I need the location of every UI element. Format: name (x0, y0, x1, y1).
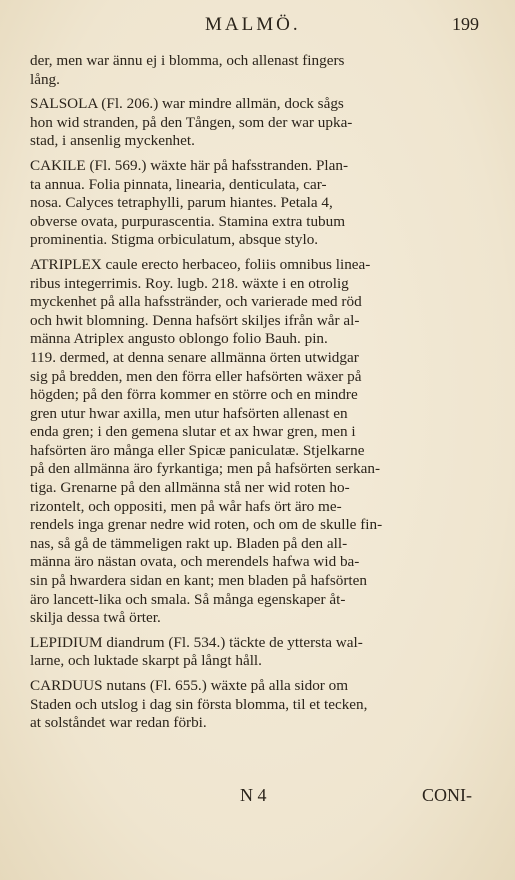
text-line: CARDUUS nutans (Fl. 655.) wäxte på alla sidor om (30, 677, 349, 694)
catchword: CONI- (422, 785, 472, 805)
text-line: 119. dermed, at denna senare allmänna örten utwidgar (30, 348, 359, 366)
text-line: äro lancett-lika och smala. Så många egenskaper åt- (30, 590, 346, 608)
text-line: stad, i ansenlig myckenhet. (30, 132, 195, 150)
text-entry (30, 677, 484, 733)
text-line: hafsörten äro många eller Spicæ paniculatæ. Stjelkarne (30, 441, 365, 459)
text-entry (30, 95, 484, 151)
text-entry (30, 157, 484, 250)
signature-mark: N 4 (240, 785, 267, 805)
page-number: 199 (452, 14, 479, 34)
text-entry (30, 52, 484, 89)
text-line: prominentia. Stigma orbiculatum, absque stylo. (30, 231, 319, 249)
text-line: männa äro nästan ovata, och merendels hafwa wid ba- (30, 553, 360, 571)
text-line: hon wid stranden, på den Tången, som der war upka- (30, 113, 353, 131)
text-line: SALSOLA (Fl. 206.) war mindre allmän, dock sågs (30, 95, 344, 113)
text-line: LEPIDIUM diandrum (Fl. 534.) täckte de yttersta wal- (30, 633, 363, 651)
text-line: rizontelt, och oppositi, men på wår hafs ört äro me- (30, 497, 342, 515)
text-line: nas, så gå de tämmeligen rakt up. Bladen på den all- (30, 534, 348, 552)
text-line: ribus integerrimis. Roy. lugb. 218. wäxte i en otrolig (30, 274, 349, 292)
text-line: CAKILE (Fl. 569.) wäxte här på hafsstranden. Plan- (30, 156, 349, 174)
text-line: ta annua. Folia pinnata, linearia, denticulata, car- (30, 175, 327, 193)
running-head: MALMÖ. (205, 14, 301, 35)
text-line: nosa. Calyces tetraphylli, parum hiantes. Petala 4, (30, 194, 333, 212)
text-line: männa Atriplex angusto oblongo folio Bauh. pin. (30, 330, 328, 348)
text-line: der, men war ännu ej i blomma, och allenast fingers (30, 52, 345, 69)
text-line: sin på hwardera sidan en kant; men bladen på hafsörten (30, 572, 367, 590)
text-line: enda gren; i den gemena slutar et ax hwar gren, men i (30, 423, 356, 441)
text-entry (30, 634, 484, 671)
text-line: myckenhet på alla hafsstränder, och varierade med röd (30, 293, 362, 311)
text-line: larne, och luktade skarpt på långt håll. (30, 652, 262, 670)
text-line: högden; på den förra kommer en större och en mindre (30, 386, 358, 404)
text-line: sig på bredden, men den förra eller hafsörten wäxer på (30, 367, 362, 385)
page-body (30, 52, 484, 739)
text-line: tiga. Grenarne på den allmänna stå ner wid roten ho- (30, 479, 350, 497)
text-entry (30, 256, 484, 628)
text-line: rendels inga grenar nedre wid roten, och om de skulle fin- (30, 516, 383, 534)
text-line: på den allmänna äro fyrkantiga; men på hafsörten serkan- (30, 460, 381, 478)
text-line: och hwit blomning. Denna hafsört skiljes ifrån wår al- (30, 311, 360, 329)
text-line: gren utur hwar axilla, men utur hafsörten allenast en (30, 404, 348, 422)
text-line: ATRIPLEX caule erecto herbaceo, foliis omnibus linea- (30, 255, 371, 273)
text-line: Staden och utslog i dag sin första blomma, til et tecken, (30, 695, 368, 713)
text-line: skilja dessa twå örter. (30, 609, 161, 627)
text-line: lång. (30, 70, 60, 88)
text-line: at solståndet war redan förbi. (30, 714, 207, 732)
text-line: obverse ovata, purpurascentia. Stamina extra tubum (30, 212, 346, 230)
page-header (0, 14, 515, 40)
page-footer (0, 785, 515, 811)
